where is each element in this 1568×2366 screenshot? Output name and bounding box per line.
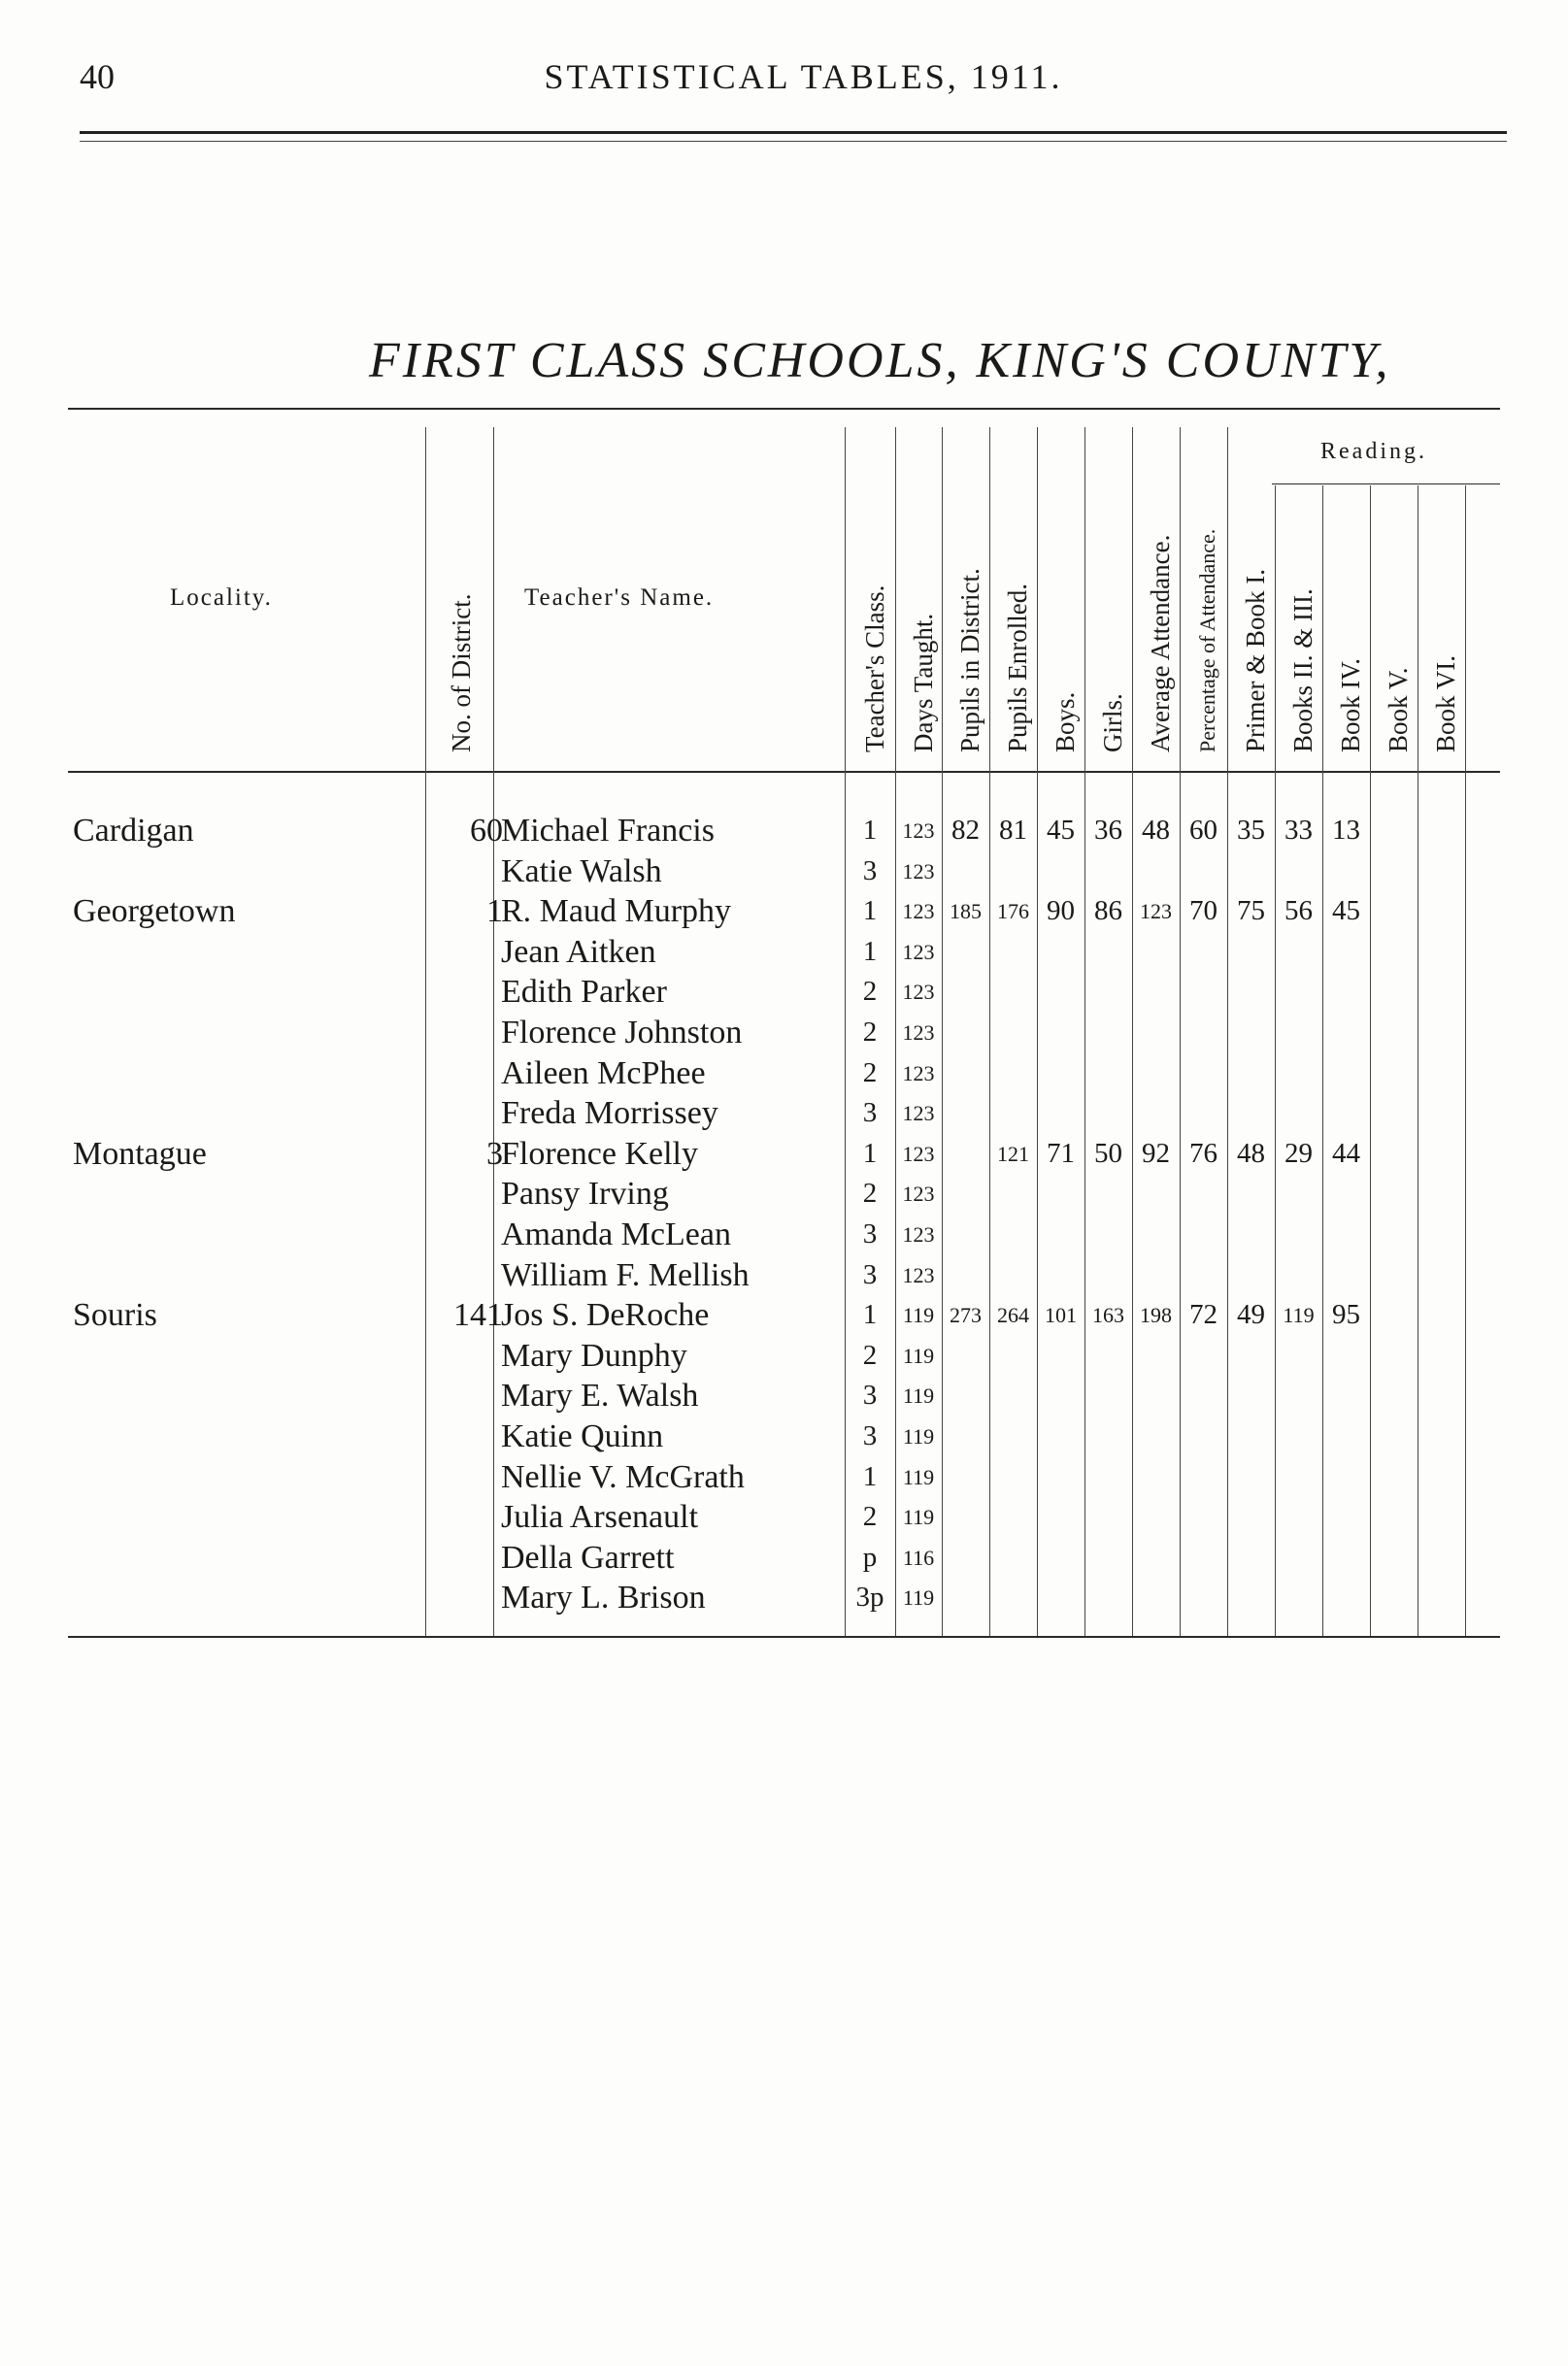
header-primer: Primer & Book I. (1241, 569, 1270, 752)
boys-cell: 45 (1047, 815, 1075, 846)
running-head: STATISTICAL TABLES, 1911. (544, 57, 1063, 96)
teacher-class-cell: p (862, 1541, 878, 1573)
days-taught-cell: 119 (902, 1383, 935, 1409)
days-taught-cell: 123 (902, 1182, 935, 1207)
books-2-3-cell: 33 (1284, 815, 1313, 846)
table-row (68, 1053, 1500, 1093)
book-4-cell: 13 (1332, 815, 1360, 846)
header-pupils-enrolled: Pupils Enrolled. (1003, 583, 1032, 752)
teacher-class-cell: 3p (855, 1582, 884, 1614)
locality-cell: Souris (73, 1297, 157, 1334)
girls-cell: 36 (1094, 815, 1122, 846)
days-taught-cell: 119 (902, 1303, 935, 1328)
header-book-4: Book IV. (1336, 657, 1365, 752)
table-row (68, 1376, 1500, 1416)
table-row (68, 811, 1500, 850)
table-row (68, 851, 1500, 891)
district-number-cell: 141 (453, 1297, 503, 1334)
teacher-name-cell: William F. Mellish (501, 1256, 750, 1293)
table-row (68, 972, 1500, 1012)
teacher-class-cell: 2 (862, 1501, 878, 1533)
teacher-name-cell: Jos S. DeRoche (501, 1297, 710, 1334)
teacher-name-cell: Mary E. Walsh (501, 1378, 699, 1415)
days-taught-cell: 123 (902, 858, 935, 883)
percentage-attendance-cell: 76 (1189, 1137, 1218, 1169)
header-avg-attendance: Average Attendance. (1146, 534, 1175, 752)
table-row (68, 1295, 1500, 1335)
locality-cell: Montague (73, 1135, 207, 1172)
teacher-class-cell: 1 (862, 815, 878, 846)
table-row (68, 1215, 1500, 1254)
statistics-table (68, 408, 1500, 1641)
teacher-class-cell: 1 (862, 935, 878, 967)
teacher-class-cell: 3 (862, 1420, 878, 1451)
teacher-class-cell: 2 (862, 1339, 878, 1371)
primer-book-1-cell: 49 (1237, 1299, 1265, 1331)
header-class: Teacher's Class. (860, 584, 889, 752)
table-bottom-rule (68, 1636, 1500, 1638)
days-taught-cell: 123 (902, 1101, 935, 1126)
header-book-6: Book VI. (1431, 654, 1460, 752)
days-taught-cell: 123 (902, 1262, 935, 1287)
boys-cell: 90 (1047, 895, 1075, 927)
teacher-class-cell: 1 (862, 895, 878, 927)
header-girls: Girls. (1098, 693, 1127, 752)
primer-book-1-cell: 35 (1237, 815, 1265, 846)
teacher-class-cell: 2 (862, 976, 878, 1008)
percentage-attendance-cell: 72 (1189, 1299, 1218, 1331)
table-row (68, 1134, 1500, 1174)
girls-cell: 163 (1092, 1303, 1124, 1328)
teacher-class-cell: 1 (862, 1137, 878, 1169)
average-attendance-cell: 48 (1142, 815, 1170, 846)
teacher-class-cell: 3 (862, 1380, 878, 1412)
primer-book-1-cell: 75 (1237, 895, 1265, 927)
header-pct-attendance: Percentage of Attendance. (1195, 528, 1219, 752)
teacher-name-cell: Florence Johnston (501, 1015, 743, 1050)
pupils-enrolled-cell: 264 (997, 1303, 1029, 1328)
teacher-class-cell: 2 (862, 1178, 878, 1210)
table-title: FIRST CLASS SCHOOLS, KING'S COUNTY, (369, 333, 1391, 388)
teacher-name-cell: Pansy Irving (501, 1176, 669, 1213)
girls-cell: 86 (1094, 895, 1122, 927)
pupils-in-district-cell: 82 (951, 815, 980, 846)
days-taught-cell: 123 (902, 818, 935, 843)
table-row (68, 1457, 1500, 1497)
table-row (68, 1174, 1500, 1214)
girls-cell: 50 (1094, 1137, 1122, 1169)
teacher-name-cell: Amanda McLean (501, 1216, 731, 1252)
table-row (68, 1578, 1500, 1617)
teacher-class-cell: 2 (862, 1016, 878, 1048)
teacher-name-cell: Katie Quinn (501, 1418, 664, 1454)
header-teacher: Teacher's Name. (524, 584, 715, 611)
locality-cell: Georgetown (73, 893, 236, 930)
days-taught-cell: 123 (902, 899, 935, 924)
days-taught-cell: 116 (902, 1545, 935, 1570)
teacher-class-cell: 1 (862, 1460, 878, 1492)
header-reading: Reading. (1320, 439, 1427, 464)
page-number: 40 (80, 57, 115, 96)
teacher-name-cell: Nellie V. McGrath (501, 1458, 745, 1495)
teacher-name-cell: Edith Parker (501, 974, 667, 1011)
locality-cell: Cardigan (73, 813, 194, 849)
average-attendance-cell: 198 (1140, 1303, 1172, 1328)
table-top-rule (68, 408, 1500, 410)
days-taught-cell: 119 (902, 1343, 935, 1368)
table-row (68, 1497, 1500, 1537)
books-2-3-cell: 56 (1284, 895, 1313, 927)
pupils-in-district-cell: 185 (950, 899, 982, 924)
boys-cell: 101 (1045, 1303, 1077, 1328)
head-rule-thick (80, 131, 1507, 134)
days-taught-cell: 119 (902, 1585, 935, 1611)
teacher-name-cell: Mary L. Brison (501, 1580, 706, 1616)
pupils-enrolled-cell: 176 (997, 899, 1029, 924)
pupils-enrolled-cell: 121 (997, 1141, 1029, 1166)
book-4-cell: 45 (1332, 895, 1360, 927)
book-4-cell: 44 (1332, 1137, 1360, 1169)
days-taught-cell: 123 (902, 939, 935, 964)
teacher-class-cell: 1 (862, 1299, 878, 1331)
primer-book-1-cell: 48 (1237, 1137, 1265, 1169)
header-book-5: Book V. (1384, 667, 1413, 752)
table-row (68, 1538, 1500, 1578)
teacher-name-cell: Julia Arsenault (501, 1499, 699, 1536)
header-books-2-3: Books II. & III. (1288, 588, 1318, 752)
teacher-name-cell: Florence Kelly (501, 1135, 698, 1172)
table-row (68, 1416, 1500, 1456)
teacher-class-cell: 2 (862, 1056, 878, 1088)
table-row (68, 1013, 1500, 1052)
teacher-class-cell: 3 (862, 854, 878, 886)
pupils-enrolled-cell: 81 (999, 815, 1027, 846)
header-days: Days Taught. (909, 613, 938, 752)
books-2-3-cell: 119 (1283, 1303, 1315, 1328)
teacher-class-cell: 3 (862, 1097, 878, 1129)
average-attendance-cell: 92 (1142, 1137, 1170, 1169)
district-number-cell: 1 (486, 893, 503, 930)
table-row (68, 1255, 1500, 1295)
teacher-name-cell: Della Garrett (501, 1539, 675, 1576)
reading-underline (1272, 483, 1500, 484)
table-row (68, 1336, 1500, 1376)
percentage-attendance-cell: 60 (1189, 815, 1218, 846)
teacher-class-cell: 3 (862, 1258, 878, 1290)
days-taught-cell: 123 (902, 1020, 935, 1045)
header-boys: Boys. (1051, 691, 1080, 752)
header-district: No. of District. (447, 593, 476, 752)
teacher-name-cell: Freda Morrissey (501, 1095, 718, 1132)
table-row (68, 1093, 1500, 1133)
header-locality: Locality. (170, 584, 273, 611)
days-taught-cell: 119 (902, 1464, 935, 1489)
teacher-name-cell: Jean Aitken (501, 933, 656, 970)
days-taught-cell: 119 (902, 1505, 935, 1530)
teacher-name-cell: Katie Walsh (501, 852, 662, 889)
header-bottom-rule (68, 771, 1500, 773)
days-taught-cell: 119 (902, 1424, 935, 1449)
days-taught-cell: 123 (902, 1060, 935, 1085)
average-attendance-cell: 123 (1140, 899, 1172, 924)
district-number-cell: 60 (470, 813, 503, 849)
book-4-cell: 95 (1332, 1299, 1360, 1331)
header-pupils-district: Pupils in District. (955, 568, 984, 752)
teacher-name-cell: R. Maud Murphy (501, 893, 732, 930)
pupils-in-district-cell: 273 (950, 1303, 982, 1328)
table-row (68, 932, 1500, 972)
percentage-attendance-cell: 70 (1189, 895, 1218, 927)
teacher-name-cell: Michael Francis (501, 813, 715, 849)
teacher-class-cell: 3 (862, 1218, 878, 1250)
table-row (68, 891, 1500, 931)
boys-cell: 71 (1047, 1137, 1075, 1169)
books-2-3-cell: 29 (1284, 1137, 1313, 1169)
teacher-name-cell: Aileen McPhee (501, 1054, 706, 1091)
days-taught-cell: 123 (902, 1222, 935, 1247)
days-taught-cell: 123 (902, 980, 935, 1005)
head-rule-thin (80, 141, 1507, 142)
teacher-name-cell: Mary Dunphy (501, 1337, 687, 1374)
days-taught-cell: 123 (902, 1141, 935, 1166)
district-number-cell: 3 (486, 1135, 503, 1172)
